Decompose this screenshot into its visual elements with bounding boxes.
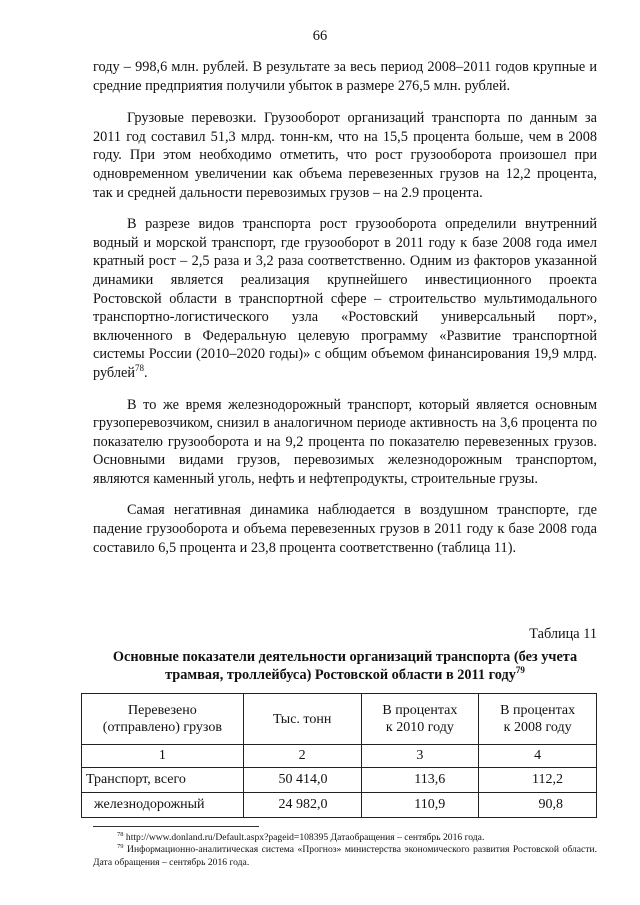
page-number: 66 (312, 28, 328, 44)
table-title-text: Основные показатели деятельности организаций транспорта (без учета трамвая, троллейбуса) Ростовской области в 2011 году (112, 649, 578, 683)
footnote-ref: 79 (515, 665, 525, 675)
footnote (93, 844, 597, 869)
paragraph-text: В разрезе видов транспорта рост грузооборота определили внутренний водный и морской транспорт, где грузооборот в 2011 году к базе 2008 года имел кратный рост – 2,5 раза и 3,2 раза соответственно. Одним из факторов указанной динамики является реализация крупнейшего инвестиционного проекта Ростовской области в транспортной сфере – строительство мультимодального транспортно-логистического узла «Ростовский универсальный порт», включенного в Федеральную целевую программу «Развитие транспортной системы России (2010–2020 годы)» с общим объемом финансирования 19,9 млрд. рублей (93, 216, 597, 381)
footnote-number: 78 (117, 831, 124, 838)
table-header-row (82, 694, 597, 745)
column-number-row (82, 745, 597, 768)
cell-pct-2008: 90,8 (479, 793, 597, 818)
table-title (93, 648, 597, 684)
footnote-number: 79 (117, 843, 124, 851)
column-number: 4 (479, 745, 597, 768)
body-text (93, 58, 597, 557)
footnote-text: Информационно-аналитическая система «Прогноз» министерства экономического развития Ростовской области. Дата обращения – сентябрь 2016 года. (93, 844, 597, 868)
paragraph (93, 58, 597, 95)
table-row (82, 768, 597, 793)
table-row (82, 793, 597, 818)
paragraph: В разрезе видов транспорта рост грузооборота определили внутренний водный и морской транспорт, где грузооборот в 2011 году к базе 2008 года имел кратный рост – 2,5 раза и 3,2 раза соответственно. Одним из факторов указанной динамики является реализация крупнейшего инвестиционного проекта Ростовской области в транспортной сфере – строительство мультимодального транспортно-логистического узла «Ростовский универсальный порт», включенного в Федеральную целевую программу «Развитие транспортной системы России (2010–2020 годы)» с общим объемом финансирования 19,9 млрд. рублей$^{78}$. (93, 216, 597, 381)
table-label: Таблица 11 (529, 626, 597, 642)
paragraph-text: В то же время железнодорожный транспорт, который является основным грузоперевозчиком, снизил в аналогичном периоде активность на 3,6 процента по показателю грузооборота и на 9,2 процента по показателю перевезенных грузов. Основными видами грузов, перевозимых железнодорожным транспортом, являются каменный уголь, нефть и нефтепродукты, строительные грузы. (93, 396, 597, 487)
cell-pct-2010: 110,9 (361, 793, 479, 818)
header-cell: Перевезено (отправлено) грузов (82, 694, 244, 745)
column-number: 2 (243, 745, 361, 768)
paragraph-text: году – 998,6 млн. рублей. В результате за весь период 2008–2011 годов крупные и средние предприятия получили убыток в размере 276,5 млн. рублей. (93, 59, 597, 94)
footnote (93, 832, 597, 844)
header-cell: В процентах к 2008 году (479, 694, 597, 745)
column-number: 3 (361, 745, 479, 768)
data-table (81, 693, 597, 818)
footnotes (93, 832, 597, 869)
cell-tons: 24 982,0 (243, 793, 361, 818)
footnote-ref: 78 (134, 362, 144, 373)
column-number: 1 (82, 745, 244, 768)
row-name: железнодорожный (82, 793, 244, 818)
paragraph-text: Самая негативная динамика наблюдается в воздушном транспорте, где падение грузооборота и объема перевезенных грузов в 2011 году к базе 2008 года составило 6,5 процента и 23,8 процента соответственно (таблица 11). (93, 502, 597, 556)
cell-tons: 50 414,0 (243, 768, 361, 793)
footnote-divider (93, 826, 259, 827)
paragraph (93, 501, 597, 557)
row-name: Транспорт, всего (82, 768, 244, 793)
header-cell: Тыс. тонн (243, 694, 361, 745)
cell-pct-2010: 113,6 (361, 768, 479, 793)
paragraph (93, 396, 597, 489)
footnote-text: http://www.donland.ru/Default.aspx?pageid=108395 Датаобращения – сентябрь 2016 года. (125, 832, 485, 843)
paragraph-text: Грузовые перевозки. Грузооборот организаций транспорта по данным за 2011 год составил 51,3 млрд. тонн-км, что на 15,5 процента больше, чем в 2008 году. При этом необходимо отметить, что рост грузооборота произошел при одновременном увеличении как объема перевезенных грузов на 12,2 процента, так и средней дальности перевозимых грузов – на 2.9 процента. (93, 110, 597, 201)
cell-pct-2008: 112,2 (479, 768, 597, 793)
paragraph (93, 109, 597, 202)
header-cell: В процентах к 2010 году (361, 694, 479, 745)
